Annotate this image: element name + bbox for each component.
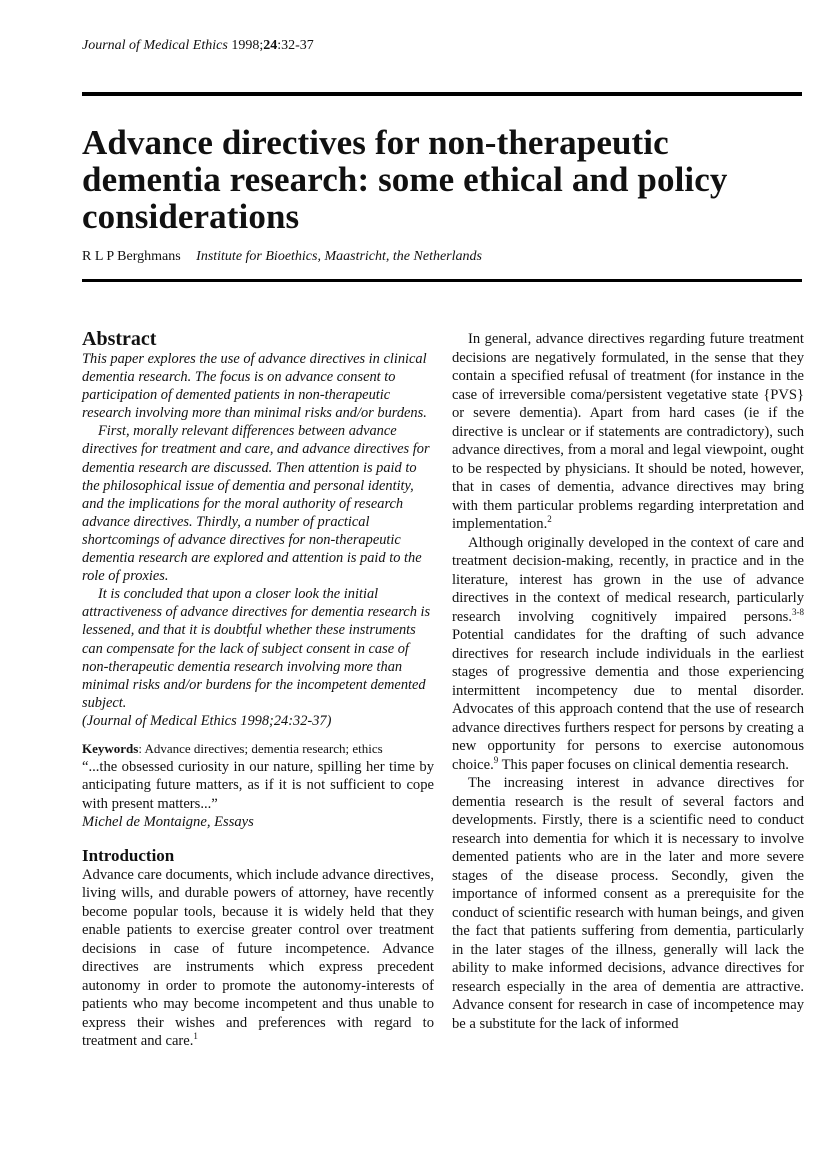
body-paragraph: The increasing interest in advance directives for dementia research is the result of several factors and developments. Firstly, there is a scientific need to conduct research into dementia for which it is necessary to involve demented patients who are in the later and more severe stages of the disease process. Secondly, given the importance of informed consent as a prerequisite for the conduct of scientific research with human beings, and given the fact that patients suffering from dementia, particularly in the later stages of the illness, generally will lack the ability to make informed decisions, advance directives for research especially in the area of dementia are attractive. Advance consent for research in case of incompetence may be a substitute for the lack of informed <box>452 775 804 1032</box>
abstract <box>82 328 434 730</box>
left-column <box>82 328 434 1051</box>
introduction-text: Advance care documents, which include advance directives, living wills, and durable powers of attorney, have recently become popular tools, because it is widely held that they enable patients to exercise greater control over treatment decisions in case of future incompetence. Advance directives are instruments which express precedent autonomy in order to promote the autonomy-interests of patients who may become incompetent and thus unable to express their wishes and preferences with regard to treatment and care. <box>82 866 434 1050</box>
introduction-section <box>82 846 434 1051</box>
journal-name: Journal of Medical Ethics <box>82 38 228 53</box>
right-column <box>452 330 804 1033</box>
abstract-paragraph: This paper explores the use of advance directives in clinical dementia research. The focus is on advance consent to participation of demented patients in non-therapeutic research involving more than minimal risks and/or burdens. <box>82 351 427 422</box>
body-paragraph <box>452 330 804 534</box>
reference-marker: 2 <box>547 514 552 525</box>
author-name: R L P Berghmans <box>82 249 181 264</box>
journal-volume: 24 <box>263 38 278 53</box>
abstract-paragraph: First, morally relevant differences between advance directives for treatment and care, and advance directives for dementia research are discussed. Then attention is paid to the philosophical issue of dementia and personal identity, and the implications for the moral authority of research advance directives. Thirdly, a number of practical shortcomings of advance directives for non-therapeutic dementia research are explored and attention is paid to the role of proxies. <box>82 423 430 585</box>
author-institution: Institute for Bioethics, Maastricht, the Netherlands <box>196 249 482 264</box>
top-rule <box>82 92 802 96</box>
abstract-citation: (Journal of Medical Ethics 1998;24:32-37) <box>82 712 332 729</box>
keywords <box>82 740 434 758</box>
body-text: Although originally developed in the context of care and treatment decision-making, recently, in practice and in the literature, interest has grown in the use of advance directives in the context of medical research, particularly research involving cognitively impaired persons. <box>452 534 804 625</box>
reference-marker: 1 <box>193 1031 198 1042</box>
body-text: Potential candidates for the drafting of such advance directives for research include individuals in the earliest stages of progressive dementia and those experiencing intermittent incompetency due to mental disorder. Advocates of this approach contend that the use of research advance directives furthers respect for persons by creating a new opportunity for persons to exercise autonomous choice. <box>452 627 804 773</box>
introduction-heading: Introduction <box>82 845 175 865</box>
byline <box>82 249 482 265</box>
epigraph <box>82 758 434 832</box>
journal-pages: :32-37 <box>277 38 314 53</box>
reference-marker: 9 <box>493 754 499 765</box>
reference-marker: 3-8 <box>792 606 804 617</box>
article-title: Advance directives for non-therapeutic dementia research: some ethical and policy considerations <box>82 123 728 236</box>
body-text: This paper focuses on clinical dementia research. <box>498 756 789 773</box>
epigraph-author: Michel de Montaigne, Essays <box>82 814 254 831</box>
body-text: In general, advance directives regarding future treatment decisions are negatively formulated, in the sense that they contain a specified refusal of treatment (for instance in the case of irreversible coma/persistent vegetative state {PVS} or severe dementia). Apart from hard cases (ie if the directive is unclear or if statements are contradictory), such advance directives, from a moral and legal viewpoint, ought to be respected by physicians. It should be noted, however, that in cases of dementia, advance directives may bring with them particular problems regarding interpretation and implementation. <box>452 331 804 532</box>
epigraph-quote: “...the obsessed curiosity in our nature, spilling her time by anticipating future matters, as if it is not sufficient to cope with present matters...” <box>82 758 434 812</box>
body-paragraph <box>452 534 804 775</box>
introduction-paragraph <box>82 866 434 1051</box>
journal-year: 1998; <box>231 38 264 53</box>
keywords-text: : Advance directives; dementia research; ethics <box>138 740 383 756</box>
running-head <box>82 38 314 54</box>
abstract-heading: Abstract <box>82 328 157 350</box>
abstract-paragraph: It is concluded that upon a closer look the initial attractiveness of advance directives for dementia research is lessened, and that it is doubtful whether these instruments can compensate for the lack of subject consent in case of non-therapeutic dementia research involving more than minimal risks and/or burdens for the incompetent demented subject. <box>82 586 431 711</box>
title-rule <box>82 279 802 282</box>
keywords-label: Keywords <box>82 740 139 756</box>
